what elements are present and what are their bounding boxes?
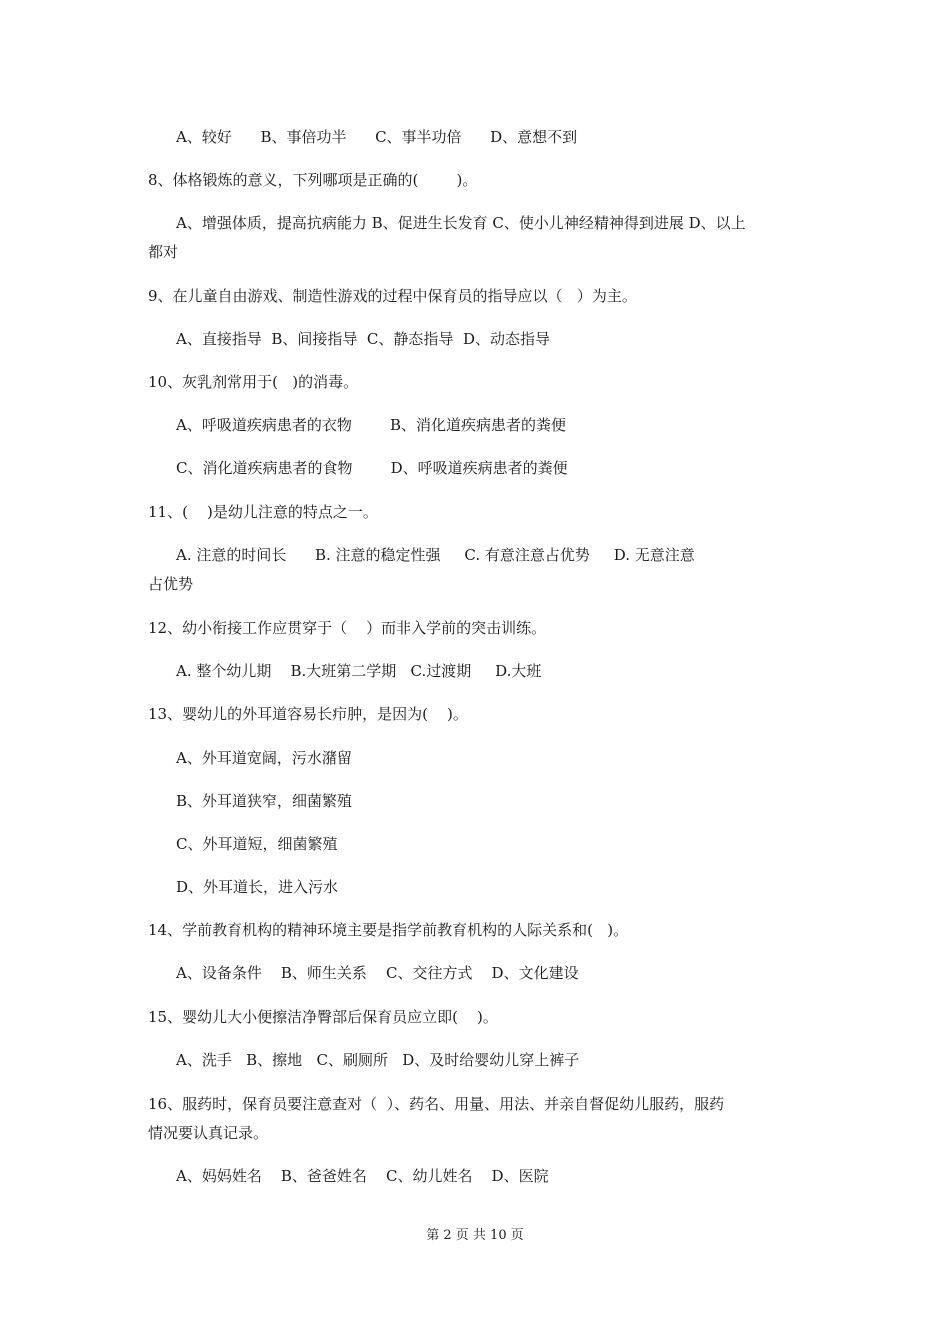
- q10-question: 10、灰乳剂常用于( )的消毒。: [148, 373, 359, 391]
- q13-option-c: C、外耳道短，细菌繁殖: [176, 835, 338, 853]
- page-footer: 第 2 页 共 10 页: [426, 1228, 524, 1243]
- q12-question: 12、幼小衔接工作应贯穿于（ ）而非入学前的突击训练。: [148, 619, 547, 637]
- q16-question-cont: 情况要认真记录。: [148, 1124, 269, 1142]
- q10-options-ab: A、呼吸道疾病患者的衣物 B、消化道疾病患者的粪便: [176, 416, 567, 434]
- q13-option-a: A、外耳道宽阔，污水潴留: [176, 749, 352, 767]
- q13-option-d: D、外耳道长，进入污水: [176, 878, 339, 896]
- q13-option-b: B、外耳道狭窄，细菌繁殖: [176, 792, 353, 810]
- q14-options: A、设备条件 B、师生关系 C、交往方式 D、文化建设: [176, 964, 579, 982]
- q11-question: 11、( )是幼儿注意的特点之一。: [148, 503, 378, 521]
- q16-options: A、妈妈姓名 B、爸爸姓名 C、幼儿姓名 D、医院: [176, 1167, 549, 1185]
- q16-question: 16、服药时，保育员要注意查对（ ）、药名、用量、用法、并亲自督促幼儿服药，服药: [148, 1095, 725, 1113]
- q12-options: A. 整个幼儿期 B.大班第二学期 C.过渡期 D.大班: [176, 662, 542, 680]
- q8-question: 8、体格锻炼的意义，下列哪项是正确的( )。: [148, 171, 478, 189]
- q8-options: A、增强体质，提高抗病能力 B、促进生长发育 C、使小儿神经精神得到进展 D、以上: [176, 214, 746, 232]
- q13-question: 13、婴幼儿的外耳道容易长疖肿，是因为( )。: [148, 705, 468, 723]
- q9-question: 9、在儿童自由游戏、制造性游戏的过程中保育员的指导应以（ ）为主。: [148, 287, 637, 305]
- q11-options: A. 注意的时间长 B. 注意的稳定性强 C. 有意注意占优势 D. 无意注意: [176, 546, 695, 564]
- q15-options: A、洗手 B、擦地 C、刷厕所 D、及时给婴幼儿穿上裤子: [176, 1051, 580, 1069]
- q9-options: A、直接指导 B、间接指导 C、静态指导 D、动态指导: [176, 330, 550, 348]
- q7-options: A、较好 B、事倍功半 C、事半功倍 D、意想不到: [176, 128, 578, 146]
- q10-options-cd: C、消化道疾病患者的食物 D、呼吸道疾病患者的粪便: [176, 459, 568, 477]
- q11-options-cont: 占优势: [148, 575, 194, 593]
- q14-question: 14、学前教育机构的精神环境主要是指学前教育机构的人际关系和( )。: [148, 921, 629, 939]
- q15-question: 15、婴幼儿大小便擦洁净臀部后保育员应立即( )。: [148, 1008, 498, 1026]
- q8-options-cont: 都对: [148, 243, 179, 261]
